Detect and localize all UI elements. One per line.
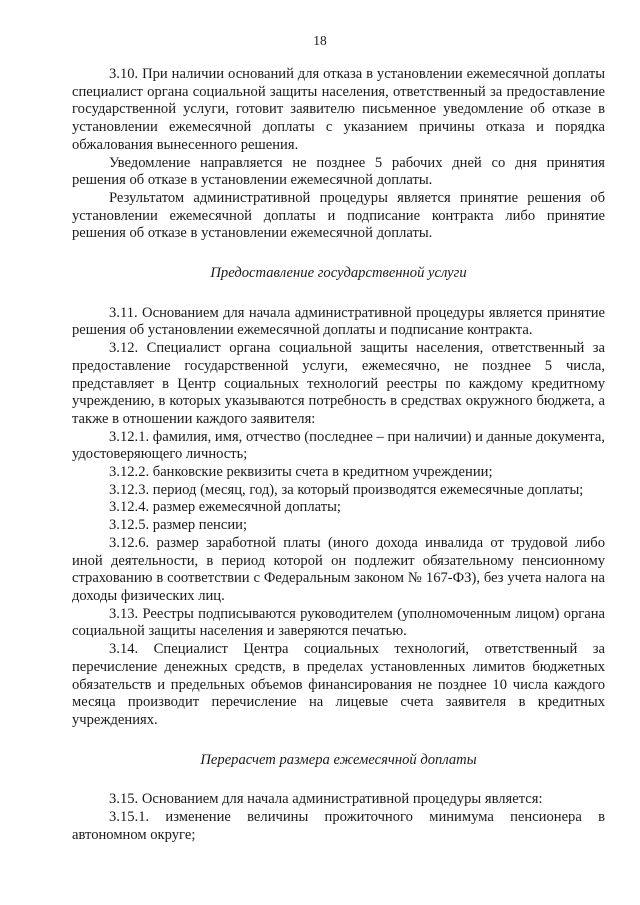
- paragraph-3-12: 3.12. Специалист органа социальной защиты населения, ответственный за предоставление государственной услуги, ежемесячно, не позднее 5 числа, представляет в Центр социальных технологий реестры по каждому кредитному учреждению, в которых указываются потребность в средствах окружного бюджета, а также в отношении каждого заявителя:: [72, 340, 605, 427]
- paragraph-3-12-6: 3.12.6. размер заработной платы (иного дохода инвалида от трудовой либо иной деятельности, в период которой он подлежит обязательному пенсионному страхованию в соответствии с Федеральным законом № 167-ФЗ), без учета налога на доходы физических лиц.: [72, 534, 605, 604]
- section-heading-service-provision: Предоставление государственной услуги: [210, 265, 467, 282]
- paragraph-3-14: 3.14. Специалист Центра социальных технологий, ответственный за перечисление денежных средств, в пределах установленных лимитов бюджетных обязательств и предельных объемов финансирования не позднее 10 числа каждого месяца производит перечисление на лицевые счета заявителя в кредитных учреждениях.: [72, 641, 605, 728]
- paragraph-3-12-2: 3.12.2. банковские реквизиты счета в кредитном учреждении;: [109, 464, 493, 481]
- document-body: [72, 66, 605, 844]
- paragraph-3-13: 3.13. Реестры подписываются руководителем (уполномоченным лицом) органа социальной защиты населения и заверяются печатью.: [72, 605, 605, 640]
- paragraph-3-10: 3.10. При наличии оснований для отказа в установлении ежемесячной доплаты специалист органа социальной защиты населения, ответственный за предоставление государственной услуги, готовит заявителю письменное уведомление об отказе в установлении ежемесячной доплаты с указанием причины отказа и порядка обжалования вынесенного решения.: [72, 66, 605, 153]
- paragraph-notice-deadline: Уведомление направляется не позднее 5 рабочих дней со дня принятия решения об отказе в установлении ежемесячной доплаты.: [72, 154, 605, 189]
- paragraph-3-12-5: 3.12.5. размер пенсии;: [109, 517, 248, 534]
- section-heading-recalculation: Перерасчет размера ежемесячной доплаты: [200, 751, 477, 768]
- paragraph-3-12-1: 3.12.1. фамилия, имя, отчество (последнее – при наличии) и данные документа, удостоверяющего личность;: [72, 428, 605, 463]
- paragraph-procedure-result: Результатом административной процедуры является принятие решения об установлении ежемесячной доплаты и подписание контракта либо принятие решения об отказе в установлении ежемесячной доплаты.: [72, 189, 605, 242]
- paragraph-3-11: 3.11. Основанием для начала административной процедуры является принятие решения об установлении ежемесячной доплаты и подписание контракта.: [72, 304, 605, 339]
- paragraph-3-12-3: 3.12.3. период (месяц, год), за который производятся ежемесячные доплаты;: [109, 481, 584, 498]
- page-number: 18: [313, 33, 327, 48]
- paragraph-3-15: 3.15. Основанием для начала административной процедуры является:: [109, 791, 543, 808]
- paragraph-3-15-1: 3.15.1. изменение величины прожиточного минимума пенсионера в автономном округе;: [72, 809, 605, 843]
- paragraph-3-12-4: 3.12.4. размер ежемесячной доплаты;: [109, 499, 341, 516]
